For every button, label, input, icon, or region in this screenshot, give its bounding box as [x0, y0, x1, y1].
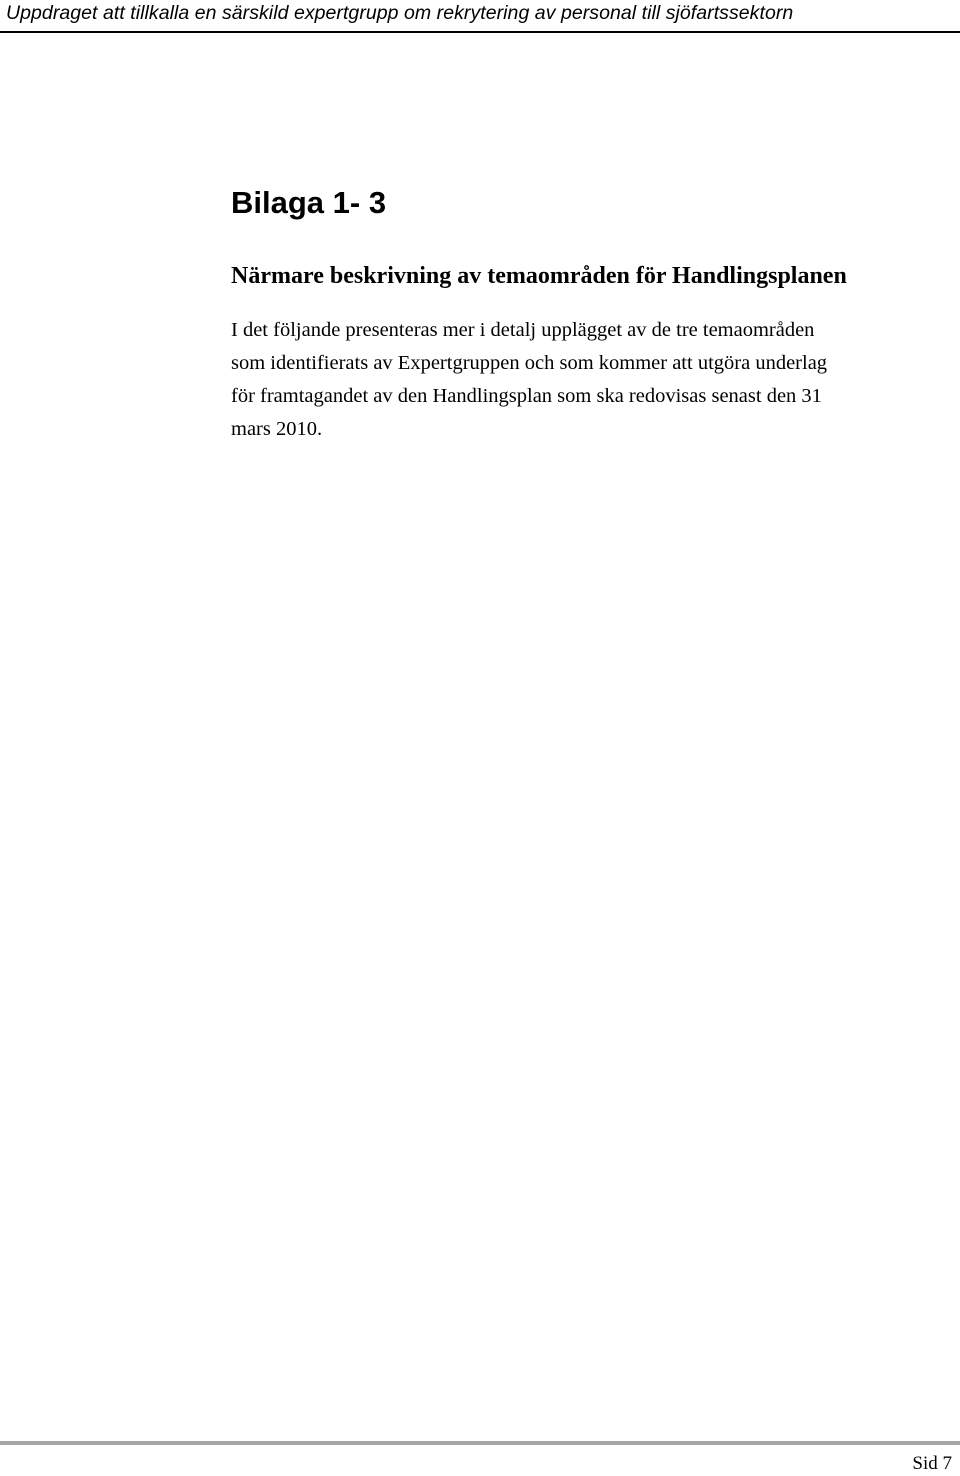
running-header: Uppdraget att tillkalla en särskild expertgrupp om rekrytering av personal till sjöfartssektorn	[6, 2, 794, 24]
page-number: Sid 7	[912, 1453, 952, 1474]
body-paragraph	[231, 314, 931, 446]
footer-divider	[0, 1441, 960, 1445]
section-heading: Närmare beskrivning av temaområden för Handlingsplanen	[231, 263, 847, 289]
page-title: Bilaga 1- 3	[231, 185, 387, 220]
header-divider	[0, 31, 960, 33]
paragraph-line: I det följande presenteras mer i detalj upplägget av de tre temaområden	[231, 319, 815, 341]
paragraph-line: för framtagandet av den Handlingsplan som ska redovisas senast den 31	[231, 385, 822, 407]
paragraph-line: mars 2010.	[231, 418, 323, 440]
paragraph-line: som identifierats av Expertgruppen och som kommer att utgöra underlag	[231, 352, 828, 374]
